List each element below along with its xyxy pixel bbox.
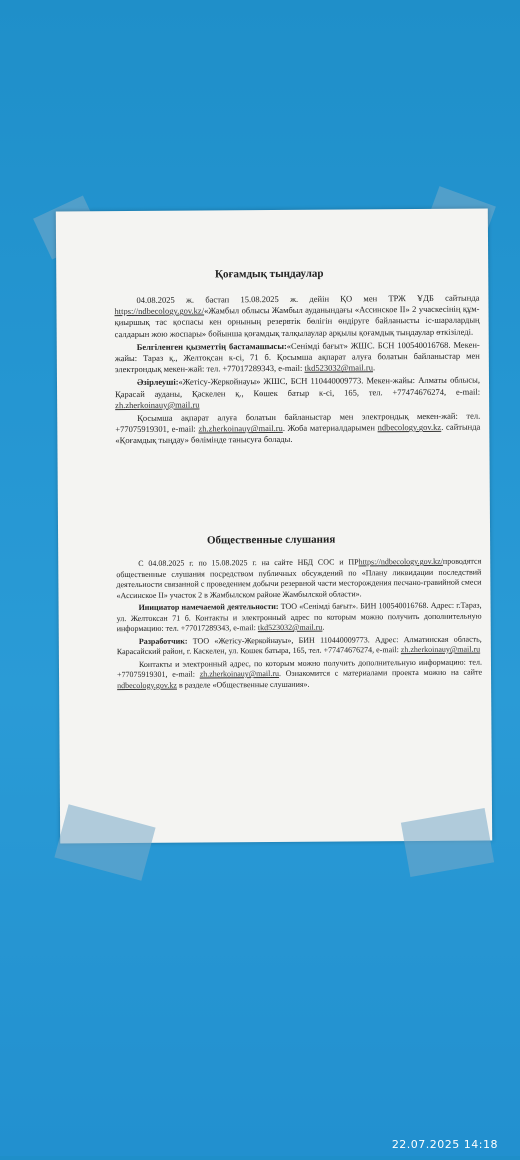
ru-p1-rest: проводятся общественные слушания посредством публичных обсуждений по «Плану ликвидации последствий деятельности связанной с проведением добычи резервной части месторождения песчано-гравийной смеси «Ассинское II» участок 2 в Жамбылском районе Жамбылской области». [116, 556, 482, 600]
kz-extra-email: zh.zherkoinauy@mail.ru [198, 423, 283, 434]
kz-developer [115, 375, 480, 411]
ru-p1-link: https://ndbecology.gov.kz/ [358, 556, 443, 567]
ru-title: Общественные слушания [206, 533, 336, 547]
ru-developer [117, 634, 482, 658]
ru-section [116, 557, 482, 692]
kz-initiator-label: Белгіленген қызметтің бастамашысы: [136, 340, 287, 352]
ru-extra-email: zh.zherkoinauy@mail.ru [199, 668, 280, 679]
kz-p1-rest: «Жамбыл облысы Жамбыл ауданындағы «Ассинское II» 2 учаскесінің құм-қиыршық тас қоспасы кен орнының резервтік бөлігін өндіруге байланысты іс-шаралардың салдарын жою жоспары» бойынша қоғамдық талқылаулар арқылы қоғамдық тыңдаулар өткізіледі. [114, 303, 480, 339]
ru-developer-email: zh.zherkoinauy@mail.ru [400, 644, 481, 655]
ru-extra-text: Контакты и электронный адрес, по которым можно получить дополнительную информацию: тел. +77075919301, e-mail: [117, 657, 482, 680]
kz-section [114, 293, 480, 447]
kz-p1-text: 04.08.2025 ж. бастап 15.08.2025 ж. дейін ҚО мен ТРЖ ҰДБ сайтында [136, 292, 480, 305]
ru-extra-end: в разделе «Общественные слушания». [176, 679, 310, 690]
kz-extra-link: ndbecology.gov.kz [377, 422, 442, 433]
kz-developer-label: Әзірлеуші: [136, 377, 179, 388]
kz-extra-end: . сайтында «Қоғамдық тыңдау» бөлімінде танысуға болады. [115, 421, 481, 446]
ru-developer-text: ТОО «Жетісу-Жеркойнауы», БИН 110440009773. Адрес: Алматинская область, Карасайский район, г. Каскелен, ул. Кошек батыра, 165, тел. +77474676274, e-mail: [116, 634, 482, 657]
ru-extra [117, 657, 482, 691]
kz-initiator-text: «Сенімді бағыт» ЖШС. БСН 100540016768. Мекен-жайы: Тараз қ., Желтоқсан к-сі, 71 б. Қосымша ақпарат алуға болатын байланыстар мен электрондық мекен-жай: тел. +77017289343, e-mail: [114, 339, 480, 375]
kz-initiator: Белгіленген қызметтің бастамашысы:«Сенімді бағыт» ЖШС. БСН 100540016768. Мекен-жайы: Тараз қ., Желтоқсан к-сі, 71 б. Қосымша ақпарат алуға болатын байланыстар мен электрондық мекен-жай: тел. +77017289343, e-mail: tkd523032@mail.ru. [114, 339, 480, 375]
kz-p1-link: https://ndbecology.gov.kz/ [114, 305, 205, 317]
kz-initiator-email: tkd523032@mail.ru [304, 362, 374, 374]
kz-extra-rest: . Жоба материалдарымен [282, 422, 378, 434]
photo-timestamp: 22.07.2025 14:18 [391, 1138, 498, 1151]
ru-initiator-text: ТОО «Сенімді бағыт». БИН 100540016768. Адрес: г.Тараз, ул. Желтоксан 71 б. Контакты и электронный адрес по которым можно получить дополнительную информацию: тел. +77017289343, e-mail: [116, 600, 482, 634]
kz-title: Қоғамдық тыңдаулар [214, 267, 324, 281]
ru-extra-link: ndbecology.gov.kz [117, 680, 177, 690]
kz-developer-email: zh.zherkoinauy@mail.ru [115, 399, 200, 410]
ru-initiator: Инициатор намечаемой деятельности: ТОО «Сенімді бағыт». БИН 100540016768. Адрес: г.Тараз, ул. Желтоксан 71 б. Контакты и электронный адрес по которым можно получить дополнительную информацию: тел. +77017289343, e-mail: tkd523032@mail.ru. [116, 600, 482, 634]
notice-paper [56, 208, 492, 843]
kz-paragraph-1 [114, 293, 479, 340]
ru-paragraph-1 [116, 557, 481, 602]
kz-extra-text: Қосымша ақпарат алуға болатын байланыстар мен электрондық мекен-жай: тел. +77075919301, e-mail: [115, 410, 481, 435]
ru-developer-label: Разработчик: [138, 636, 188, 646]
ru-initiator-label: Инициатор намечаемой деятельности: [138, 601, 279, 612]
ru-p1-text: С 04.08.2025 г. по 15.08.2025 г. на сайте НБД СОС и ПР [138, 557, 359, 568]
kz-extra [115, 411, 480, 447]
kz-developer-text: «Жетісу-Жеркойнауы» ЖШС, БСН 110440009773. Мекен-жайы: Алматы облысы, Қарасай ауданы, Қаскелен қ., Көшек батыр к-сі, 165, тел. +77474676274, e-mail: [115, 374, 481, 399]
notice-content [114, 209, 483, 690]
ru-initiator-email: tkd523032@mail.ru [257, 622, 323, 633]
ru-extra-rest: . Ознакомится с материалами проекта можно на сайте [278, 667, 483, 678]
